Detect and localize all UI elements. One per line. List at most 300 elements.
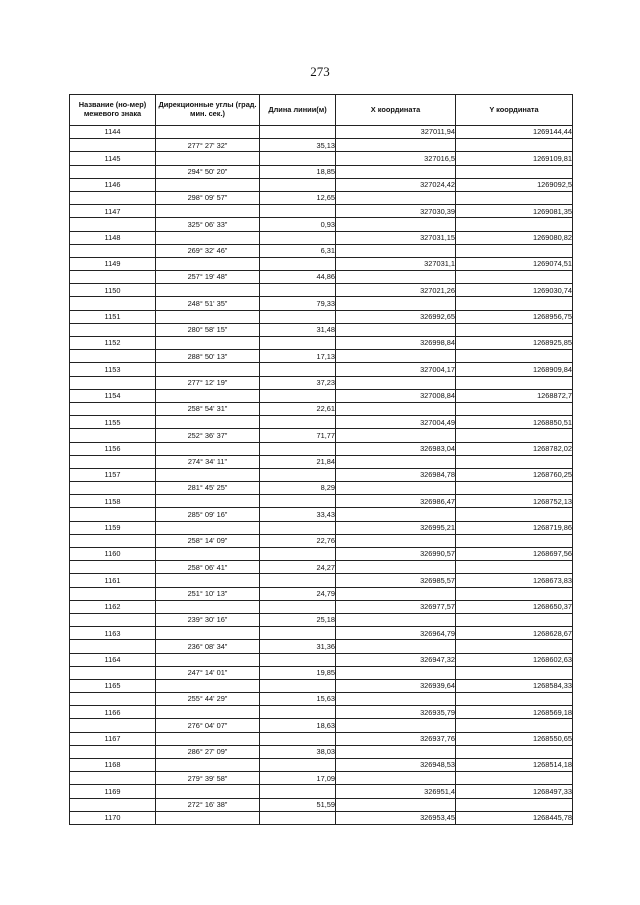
empty-cell [156, 257, 260, 270]
header-y-coordinate: Y координата [456, 95, 573, 126]
empty-cell [456, 350, 573, 363]
empty-cell [456, 297, 573, 310]
empty-cell [456, 376, 573, 389]
x-coordinate: 327004,49 [336, 416, 456, 429]
mark-name: 1164 [70, 653, 156, 666]
empty-cell [260, 521, 336, 534]
empty-cell [70, 191, 156, 204]
mark-name: 1161 [70, 574, 156, 587]
empty-cell [70, 218, 156, 231]
empty-cell [456, 429, 573, 442]
x-coordinate: 326990,57 [336, 548, 456, 561]
direction-angle: 276° 04' 07" [156, 719, 260, 732]
empty-cell [70, 613, 156, 626]
empty-cell [70, 350, 156, 363]
empty-cell [260, 732, 336, 745]
point-row [70, 785, 573, 798]
line-length: 12,65 [260, 191, 336, 204]
y-coordinate: 1268872,7 [456, 389, 573, 402]
empty-cell [156, 732, 260, 745]
x-coordinate: 327016,5 [336, 152, 456, 165]
empty-cell [260, 495, 336, 508]
empty-cell [156, 231, 260, 244]
empty-cell [260, 337, 336, 350]
point-row [70, 574, 573, 587]
line-length: 22,76 [260, 534, 336, 547]
mark-name: 1147 [70, 205, 156, 218]
mark-name: 1150 [70, 284, 156, 297]
x-coordinate: 326935,79 [336, 706, 456, 719]
mark-name: 1166 [70, 706, 156, 719]
empty-cell [260, 231, 336, 244]
empty-cell [260, 178, 336, 191]
point-row [70, 653, 573, 666]
mark-name: 1157 [70, 468, 156, 481]
table-header-row [70, 95, 573, 126]
y-coordinate: 1268956,75 [456, 310, 573, 323]
empty-cell [260, 389, 336, 402]
x-coordinate: 326977,57 [336, 600, 456, 613]
empty-cell [70, 640, 156, 653]
empty-cell [456, 798, 573, 811]
y-coordinate: 1269030,74 [456, 284, 573, 297]
x-coordinate: 326937,76 [336, 732, 456, 745]
empty-cell [456, 534, 573, 547]
empty-cell [336, 271, 456, 284]
x-coordinate: 327030,39 [336, 205, 456, 218]
point-row [70, 732, 573, 745]
mark-name: 1152 [70, 337, 156, 350]
direction-angle: 294° 50' 20" [156, 165, 260, 178]
point-row [70, 600, 573, 613]
y-coordinate: 1268650,37 [456, 600, 573, 613]
point-row [70, 205, 573, 218]
empty-cell [70, 561, 156, 574]
empty-cell [70, 482, 156, 495]
empty-cell [156, 811, 260, 824]
segment-row [70, 798, 573, 811]
y-coordinate: 1268673,83 [456, 574, 573, 587]
empty-cell [336, 139, 456, 152]
empty-cell [260, 679, 336, 692]
x-coordinate: 326985,57 [336, 574, 456, 587]
empty-cell [156, 310, 260, 323]
mark-name: 1159 [70, 521, 156, 534]
mark-name: 1162 [70, 600, 156, 613]
y-coordinate: 1269092,5 [456, 178, 573, 191]
direction-angle: 325° 06' 33" [156, 218, 260, 231]
direction-angle: 258° 14' 09" [156, 534, 260, 547]
mark-name: 1155 [70, 416, 156, 429]
empty-cell [260, 152, 336, 165]
point-row [70, 126, 573, 139]
y-coordinate: 1268752,13 [456, 495, 573, 508]
y-coordinate: 1268514,18 [456, 759, 573, 772]
line-length: 44,86 [260, 271, 336, 284]
empty-cell [70, 798, 156, 811]
line-length: 24,27 [260, 561, 336, 574]
direction-angle: 269° 32' 46" [156, 244, 260, 257]
empty-cell [336, 561, 456, 574]
empty-cell [70, 455, 156, 468]
segment-row [70, 139, 573, 152]
empty-cell [156, 442, 260, 455]
empty-cell [156, 389, 260, 402]
y-coordinate: 1269080,82 [456, 231, 573, 244]
empty-cell [456, 745, 573, 758]
empty-cell [336, 798, 456, 811]
x-coordinate: 326964,79 [336, 627, 456, 640]
mark-name: 1158 [70, 495, 156, 508]
empty-cell [336, 719, 456, 732]
point-row [70, 231, 573, 244]
segment-row [70, 402, 573, 415]
direction-angle: 272° 16' 38" [156, 798, 260, 811]
point-row [70, 442, 573, 455]
y-coordinate: 1268850,51 [456, 416, 573, 429]
y-coordinate: 1269081,35 [456, 205, 573, 218]
empty-cell [336, 350, 456, 363]
empty-cell [456, 165, 573, 178]
direction-angle: 288° 50' 13" [156, 350, 260, 363]
empty-cell [156, 574, 260, 587]
empty-cell [260, 653, 336, 666]
empty-cell [260, 468, 336, 481]
empty-cell [260, 706, 336, 719]
empty-cell [70, 666, 156, 679]
x-coordinate: 326953,45 [336, 811, 456, 824]
x-coordinate: 327021,26 [336, 284, 456, 297]
x-coordinate: 326986,47 [336, 495, 456, 508]
point-row [70, 284, 573, 297]
line-length: 31,36 [260, 640, 336, 653]
point-row [70, 548, 573, 561]
empty-cell [70, 534, 156, 547]
empty-cell [260, 600, 336, 613]
empty-cell [456, 666, 573, 679]
y-coordinate: 1268719,86 [456, 521, 573, 534]
empty-cell [260, 785, 336, 798]
empty-cell [260, 126, 336, 139]
empty-cell [336, 613, 456, 626]
empty-cell [156, 785, 260, 798]
x-coordinate: 326951,4 [336, 785, 456, 798]
point-row [70, 521, 573, 534]
empty-cell [260, 310, 336, 323]
direction-angle: 236° 08' 34" [156, 640, 260, 653]
x-coordinate: 327008,84 [336, 389, 456, 402]
segment-row [70, 455, 573, 468]
empty-cell [156, 152, 260, 165]
direction-angle: 281° 45' 25" [156, 482, 260, 495]
header-direction-angle: Дирекционные углы (град. мин. сек.) [156, 95, 260, 126]
direction-angle: 258° 06' 41" [156, 561, 260, 574]
y-coordinate: 1269074,51 [456, 257, 573, 270]
empty-cell [336, 693, 456, 706]
empty-cell [260, 442, 336, 455]
line-length: 19,85 [260, 666, 336, 679]
segment-row [70, 191, 573, 204]
segment-row [70, 772, 573, 785]
empty-cell [336, 429, 456, 442]
line-length: 37,23 [260, 376, 336, 389]
segment-row [70, 323, 573, 336]
empty-cell [70, 508, 156, 521]
empty-cell [260, 548, 336, 561]
empty-cell [156, 416, 260, 429]
empty-cell [70, 139, 156, 152]
direction-angle: 252° 36' 37" [156, 429, 260, 442]
empty-cell [456, 772, 573, 785]
direction-angle: 239° 30' 16" [156, 613, 260, 626]
mark-name: 1160 [70, 548, 156, 561]
line-length: 51,59 [260, 798, 336, 811]
empty-cell [156, 679, 260, 692]
segment-row [70, 350, 573, 363]
point-row [70, 416, 573, 429]
segment-row [70, 271, 573, 284]
point-row [70, 811, 573, 824]
direction-angle: 280° 58' 15" [156, 323, 260, 336]
empty-cell [336, 745, 456, 758]
point-row [70, 468, 573, 481]
direction-angle: 277° 27' 32" [156, 139, 260, 152]
y-coordinate: 1268628,67 [456, 627, 573, 640]
point-row [70, 178, 573, 191]
line-length: 31,48 [260, 323, 336, 336]
line-length: 18,85 [260, 165, 336, 178]
line-length: 17,09 [260, 772, 336, 785]
y-coordinate: 1268782,02 [456, 442, 573, 455]
empty-cell [456, 139, 573, 152]
y-coordinate: 1268497,33 [456, 785, 573, 798]
empty-cell [456, 561, 573, 574]
segment-row [70, 693, 573, 706]
empty-cell [336, 587, 456, 600]
empty-cell [260, 811, 336, 824]
x-coordinate: 326998,84 [336, 337, 456, 350]
segment-row [70, 719, 573, 732]
y-coordinate: 1268602,63 [456, 653, 573, 666]
empty-cell [156, 363, 260, 376]
x-coordinate: 327031,1 [336, 257, 456, 270]
segment-row [70, 508, 573, 521]
x-coordinate: 326983,04 [336, 442, 456, 455]
line-length: 17,13 [260, 350, 336, 363]
empty-cell [70, 244, 156, 257]
direction-angle: 274° 34' 11" [156, 455, 260, 468]
line-length: 79,33 [260, 297, 336, 310]
empty-cell [336, 482, 456, 495]
empty-cell [456, 640, 573, 653]
direction-angle: 279° 39' 58" [156, 772, 260, 785]
empty-cell [70, 165, 156, 178]
empty-cell [156, 521, 260, 534]
empty-cell [70, 719, 156, 732]
empty-cell [70, 745, 156, 758]
empty-cell [70, 402, 156, 415]
mark-name: 1151 [70, 310, 156, 323]
point-row [70, 389, 573, 402]
empty-cell [336, 191, 456, 204]
empty-cell [336, 508, 456, 521]
segment-row [70, 666, 573, 679]
line-length: 22,61 [260, 402, 336, 415]
line-length: 18,63 [260, 719, 336, 732]
point-row [70, 495, 573, 508]
direction-angle: 255° 44' 29" [156, 693, 260, 706]
direction-angle: 257° 19' 48" [156, 271, 260, 284]
mark-name: 1145 [70, 152, 156, 165]
empty-cell [156, 600, 260, 613]
mark-name: 1169 [70, 785, 156, 798]
x-coordinate: 326947,32 [336, 653, 456, 666]
point-row [70, 310, 573, 323]
header-line-length: Длина линии(м) [260, 95, 336, 126]
mark-name: 1154 [70, 389, 156, 402]
empty-cell [70, 772, 156, 785]
y-coordinate: 1268569,18 [456, 706, 573, 719]
empty-cell [456, 244, 573, 257]
direction-angle: 258° 54' 31" [156, 402, 260, 415]
line-length: 8,29 [260, 482, 336, 495]
x-coordinate: 327011,94 [336, 126, 456, 139]
point-row [70, 706, 573, 719]
empty-cell [260, 759, 336, 772]
mark-name: 1146 [70, 178, 156, 191]
segment-row [70, 429, 573, 442]
boundary-coordinates-table [69, 94, 573, 825]
point-row [70, 679, 573, 692]
x-coordinate: 326995,21 [336, 521, 456, 534]
empty-cell [70, 429, 156, 442]
x-coordinate: 327024,42 [336, 178, 456, 191]
mark-name: 1165 [70, 679, 156, 692]
y-coordinate: 1268697,56 [456, 548, 573, 561]
empty-cell [456, 587, 573, 600]
y-coordinate: 1268550,65 [456, 732, 573, 745]
line-length: 21,84 [260, 455, 336, 468]
empty-cell [336, 244, 456, 257]
empty-cell [336, 165, 456, 178]
empty-cell [456, 323, 573, 336]
direction-angle: 298° 09' 57" [156, 191, 260, 204]
x-coordinate: 326984,78 [336, 468, 456, 481]
empty-cell [456, 218, 573, 231]
line-length: 6,31 [260, 244, 336, 257]
segment-row [70, 376, 573, 389]
header-mark-name: Название (но-мер) межевого знака [70, 95, 156, 126]
point-row [70, 363, 573, 376]
empty-cell [70, 693, 156, 706]
segment-row [70, 534, 573, 547]
segment-row [70, 218, 573, 231]
segment-row [70, 613, 573, 626]
x-coordinate: 326939,64 [336, 679, 456, 692]
empty-cell [260, 574, 336, 587]
empty-cell [70, 323, 156, 336]
empty-cell [336, 323, 456, 336]
empty-cell [156, 178, 260, 191]
segment-row [70, 482, 573, 495]
mark-name: 1163 [70, 627, 156, 640]
empty-cell [70, 587, 156, 600]
empty-cell [456, 271, 573, 284]
line-length: 15,63 [260, 693, 336, 706]
empty-cell [336, 402, 456, 415]
header-x-coordinate: X координата [336, 95, 456, 126]
empty-cell [70, 271, 156, 284]
x-coordinate: 326948,53 [336, 759, 456, 772]
point-row [70, 152, 573, 165]
empty-cell [456, 191, 573, 204]
empty-cell [156, 495, 260, 508]
empty-cell [156, 284, 260, 297]
y-coordinate: 1268760,25 [456, 468, 573, 481]
line-length: 25,18 [260, 613, 336, 626]
mark-name: 1153 [70, 363, 156, 376]
segment-row [70, 745, 573, 758]
point-row [70, 627, 573, 640]
direction-angle: 248° 51' 35" [156, 297, 260, 310]
mark-name: 1170 [70, 811, 156, 824]
empty-cell [260, 416, 336, 429]
y-coordinate: 1268445,78 [456, 811, 573, 824]
direction-angle: 277° 12' 19" [156, 376, 260, 389]
empty-cell [336, 772, 456, 785]
empty-cell [336, 640, 456, 653]
empty-cell [156, 759, 260, 772]
empty-cell [336, 666, 456, 679]
mark-name: 1167 [70, 732, 156, 745]
segment-row [70, 587, 573, 600]
direction-angle: 286° 27' 09" [156, 745, 260, 758]
x-coordinate: 327004,17 [336, 363, 456, 376]
empty-cell [156, 205, 260, 218]
y-coordinate: 1268909,84 [456, 363, 573, 376]
empty-cell [156, 337, 260, 350]
empty-cell [156, 468, 260, 481]
empty-cell [70, 376, 156, 389]
mark-name: 1144 [70, 126, 156, 139]
direction-angle: 285° 09' 16" [156, 508, 260, 521]
empty-cell [456, 508, 573, 521]
empty-cell [336, 534, 456, 547]
empty-cell [456, 613, 573, 626]
direction-angle: 247° 14' 01" [156, 666, 260, 679]
empty-cell [260, 363, 336, 376]
y-coordinate: 1268925,85 [456, 337, 573, 350]
empty-cell [336, 376, 456, 389]
y-coordinate: 1268584,33 [456, 679, 573, 692]
empty-cell [336, 455, 456, 468]
empty-cell [336, 218, 456, 231]
empty-cell [456, 693, 573, 706]
mark-name: 1148 [70, 231, 156, 244]
empty-cell [456, 455, 573, 468]
empty-cell [156, 706, 260, 719]
y-coordinate: 1269144,44 [456, 126, 573, 139]
table-body [70, 126, 573, 825]
x-coordinate: 327031,15 [336, 231, 456, 244]
empty-cell [70, 297, 156, 310]
empty-cell [456, 719, 573, 732]
direction-angle: 251° 10' 13" [156, 587, 260, 600]
line-length: 24,79 [260, 587, 336, 600]
segment-row [70, 297, 573, 310]
line-length: 0,93 [260, 218, 336, 231]
line-length: 38,03 [260, 745, 336, 758]
